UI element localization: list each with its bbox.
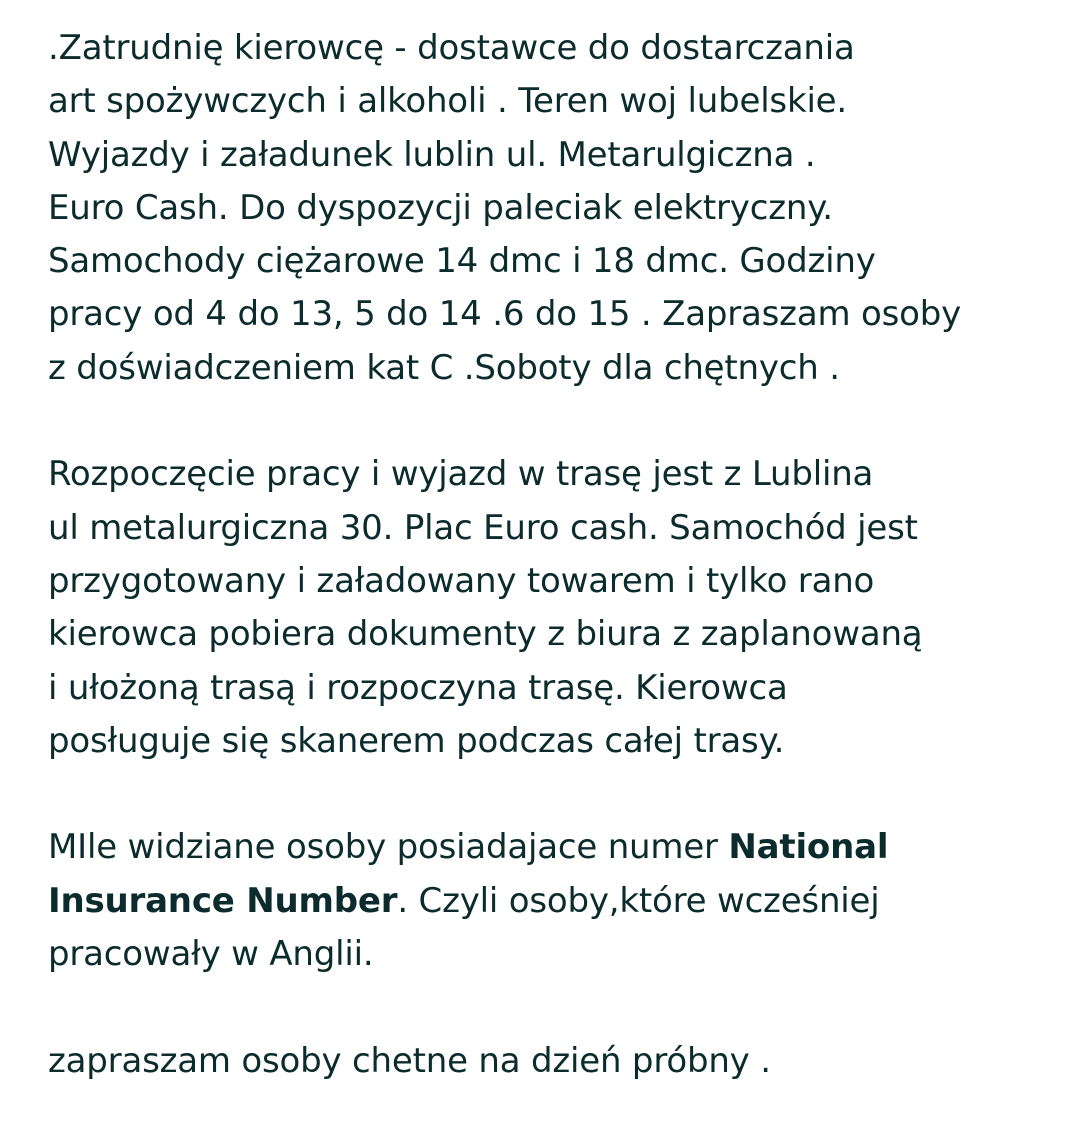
text-line: Samochody ciężarowe 14 dmc i 18 dmc. Godziny (48, 241, 876, 282)
bold-text: National (728, 827, 889, 868)
text-line: pracy od 4 do 13, 5 do 14 .6 do 15 . Zapraszam osoby (48, 294, 962, 335)
text-line: i ułożoną trasą i rozpoczyna trasę. Kierowca (48, 667, 788, 708)
text-segment: . Czyli osoby,które wcześniej (397, 880, 880, 921)
text-line: kierowca pobiera dokumenty z biura z zaplanowaną (48, 614, 923, 655)
text-line: przygotowany i załadowany towarem i tylko rano (48, 560, 875, 601)
description-paragraph (48, 821, 1048, 981)
description-paragraph (48, 448, 1048, 768)
text-line: art spożywczych i alkoholi . Teren woj lubelskie. (48, 81, 848, 122)
text-line: z doświadczeniem kat C .Soboty dla chętnych . (48, 347, 840, 388)
text-line: Wyjazdy i załadunek lublin ul. Metarulgiczna . (48, 134, 816, 175)
text-line: Rozpoczęcie pracy i wyjazd w trasę jest z Lublina (48, 454, 874, 495)
bold-text: Insurance Number (48, 880, 398, 921)
job-description (48, 22, 1048, 1088)
text-line: .Zatrudnię kierowcę - dostawce do dostarczania (48, 28, 855, 68)
text-line: ul metalurgiczna 30. Plac Euro cash. Samochód jest (48, 507, 918, 548)
text-line: pracowały w Anglii. (48, 934, 374, 975)
text-line: posługuje się skanerem podczas całej trasy. (48, 720, 785, 761)
description-paragraph (48, 1035, 1048, 1088)
text-line (48, 821, 1048, 874)
description-paragraph (48, 22, 1048, 395)
text-line (48, 875, 1048, 928)
text-line: Euro Cash. Do dyspozycji paleciak elektryczny. (48, 187, 833, 228)
text-segment: MIle widziane osoby posiadajace numer (48, 827, 729, 868)
text-line: zapraszam osoby chetne na dzień próbny . (48, 1040, 771, 1081)
